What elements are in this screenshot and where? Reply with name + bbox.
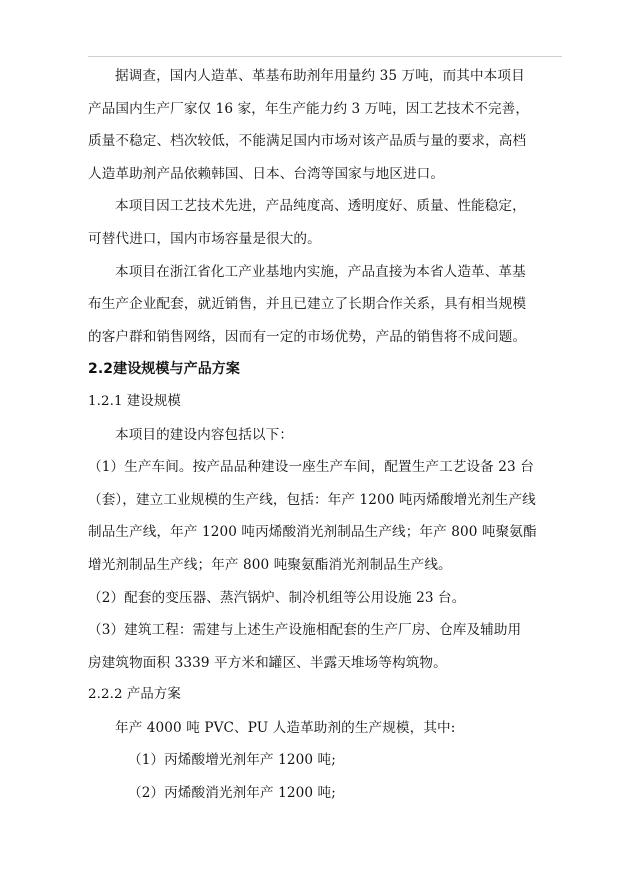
section-heading-2-2: 2.2建设规模与产品方案 (88, 361, 241, 378)
list-item-utilities: （2）配套的变压器、蒸汽锅炉、制冷机组等公用设施 23 台。 (88, 589, 466, 606)
text-line: 布生产企业配套，就近销售，并且已建立了长期合作关系，具有相当规模 (88, 296, 527, 313)
text-line: 制品生产线，年产 1200 吨丙烯酸消光剂制品生产线；年产 800 吨聚氨酯 (88, 524, 537, 541)
text-line: 增光剂制品生产线；年产 800 吨聚氨酯消光剂制品生产线。 (88, 556, 452, 573)
text-line: 据调查，国内人造革、革基布助剂年用量约 35 万吨，而其中本项目 (115, 68, 525, 84)
paragraph-zhejiang-base (88, 256, 568, 354)
text-line: （套），建立工业规模的生产线，包括：年产 1200 吨丙烯酸增光剂生产线 (88, 491, 536, 508)
subsection-heading-construction-scale: 1.2.1 建设规模 (88, 393, 181, 409)
text-line: 可替代进口，国内市场容量是很大的。 (88, 230, 321, 247)
paragraph-market-survey (88, 60, 568, 190)
subsection-heading-product-plan: 2.2.2 产品方案 (88, 687, 181, 703)
text-line: 人造革助剂产品依赖韩国、日本、台湾等国家与地区进口。 (88, 165, 445, 182)
product-item-1: （1）丙烯酸增光剂年产 1200 吨; (128, 752, 336, 769)
product-item-2: （2）丙烯酸消光剂年产 1200 吨; (128, 785, 336, 802)
text-line: 房建筑物面积 3339 平方米和罐区、半露天堆场等构筑物。 (88, 654, 447, 671)
text-line: 产品国内生产厂家仅 16 家，年生产能力约 3 万吨，因工艺技术不完善， (88, 100, 530, 117)
construction-intro: 本项目的建设内容包括以下： (115, 426, 294, 443)
text-line: 本项目在浙江省化工产业基地内实施，产品直接为本省人造革、革基 (115, 263, 526, 280)
header-rule (88, 56, 562, 57)
paragraph-advanced-tech (88, 190, 568, 255)
production-scale-intro: 年产 4000 吨 PVC、PU 人造革助剂的生产规模，其中: (115, 719, 456, 736)
document-body (88, 60, 568, 810)
list-item-workshop (88, 451, 568, 581)
text-line: 质量不稳定、档次较低，不能满足国内市场对该产品质与量的要求，高档 (88, 133, 527, 150)
text-line: 本项目因工艺技术先进，产品纯度高、透明度好、质量、性能稳定， (115, 198, 526, 215)
text-line: 的客户群和销售网络，因而有一定的市场优势，产品的销售将不成问题。 (88, 328, 527, 345)
text-line: （3）建筑工程：需建与上述生产设施相配套的生产厂房、仓库及辅助用 (88, 622, 522, 639)
list-item-building (88, 614, 568, 679)
text-line: （1）生产车间。按产品品种建设一座生产车间，配置生产工艺设备 23 台 (88, 459, 534, 476)
